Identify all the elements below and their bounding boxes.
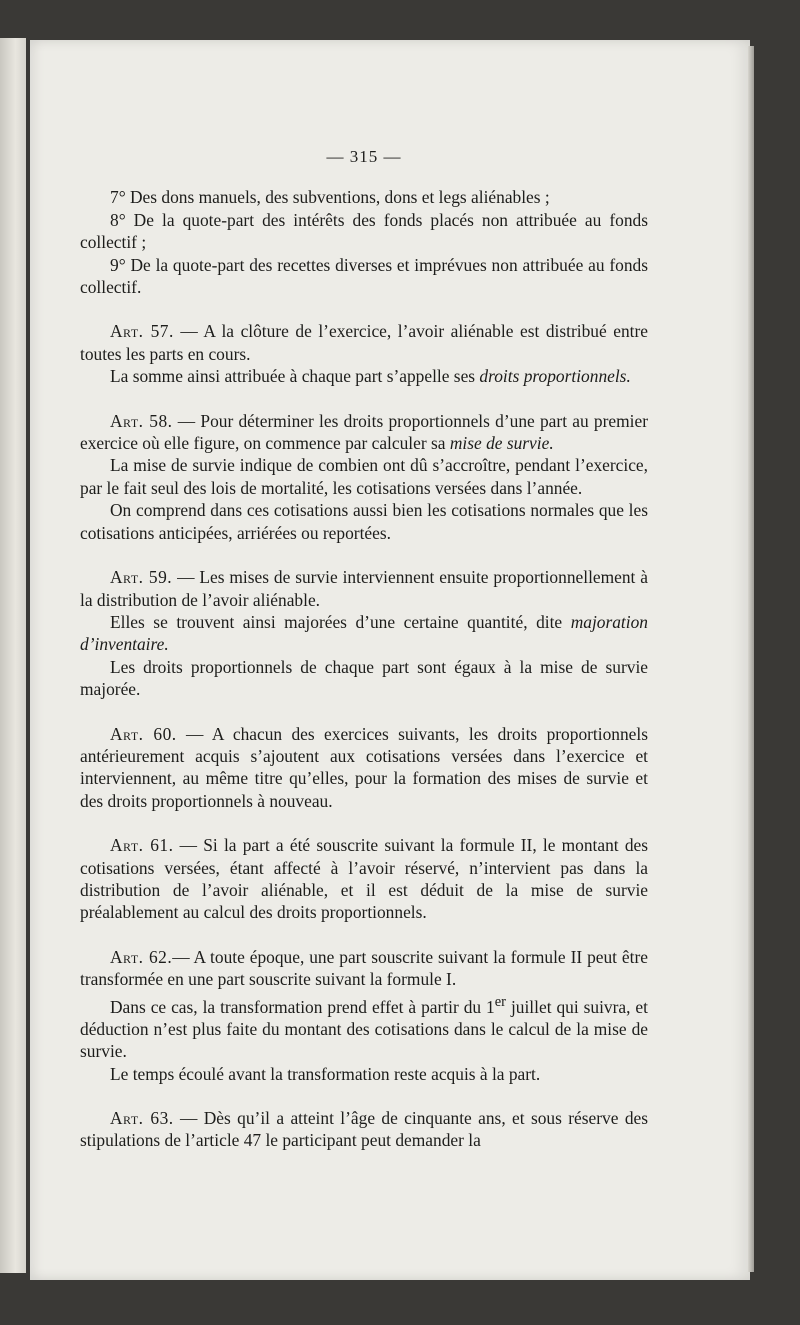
article-label: Art. 62. — [110, 946, 173, 967]
article-58: Art. 58. — Pour déterminer les droits proportionnels d’une part au premier exercice où elle figure, on commence par calculer sa mise de survie. — [80, 410, 649, 454]
paragraph-droits-egaux: Les droits proportionnels de chaque part sont égaux à la mise de survie majorée. — [80, 656, 648, 700]
adjacent-page-edge — [0, 38, 26, 1273]
article-label: Art. 59. — [110, 567, 173, 588]
article-label: Art. 61. — [110, 835, 174, 856]
paragraph-mise-de-survie: La mise de survie indique de combien ont dû s’accroître, pendant l’exercice, par le fait seul des lois de mortalité, les cotisations versées dans l’année. — [80, 455, 648, 498]
paragraph-cotisations: On comprend dans ces cotisations aussi bien les cotisations normales que les cotisations anticipées, arriérées ou reportées. — [80, 500, 648, 543]
article-61: Art. 61. — Si la part a été souscrite suivant la formule II, le montant des cotisations versées, étant affecté à l’avoir réservé, n’intervient pas dans la distribution de l’avoir aliénable, et il est déduit de la mise de survie préalablement au calcul des droits proportionnels. — [80, 835, 649, 923]
paragraph-majoration: Elles se trouvent ainsi majorées d’une certaine quantité, dite majoration d’inventaire. — [80, 611, 648, 655]
paragraph-droits-proportionnels: La somme ainsi attribuée à chaque part s’appelle ses droits proportionnels. — [110, 366, 631, 387]
paragraph-item-9: 9° De la quote-part des recettes diverses et imprévues non attribuée au fonds collectif. — [80, 254, 648, 298]
paragraph-transformation: Dans ce cas, la transformation prend effet à partir du 1er juillet qui suivra, et déduction n’est plus faite du montant des cotisations dans le calcul de la mise de survie. — [80, 993, 648, 1062]
article-63: Art. 63. — Dès qu’il a atteint l’âge de cinquante ans, et sous réserve des stipulations de l’article 47 le participant peut demander la — [80, 1108, 648, 1151]
article-label: Art. 58. — [110, 410, 173, 431]
article-60: Art. 60. — A chacun des exercices suivants, les droits proportionnels antérieurement acquis s’ajoutent aux cotisations versées dans l’exercice et interviennent, au même titre qu’elles, pour la formation des mises de survie et des droits proportionnels à nouveau. — [80, 723, 648, 811]
paragraph-item-8: 8° De la quote-part des intérêts des fonds placés non attribuée au fonds collectif ; — [80, 209, 648, 253]
page-fore-edge — [748, 46, 754, 1272]
article-59: Art. 59. — Les mises de survie interviennent ensuite proportionnellement à la distribution de l’avoir aliénable. — [80, 567, 649, 610]
article-label: Art. 60. — [110, 723, 177, 744]
article-label: Art. 63. — [110, 1108, 174, 1129]
page-content — [80, 146, 648, 1152]
article-62: Art. 62.— A toute époque, une part souscrite suivant la formule II peut être transformée en une part souscrite suivant la formule I. — [80, 946, 648, 990]
paragraph-temps-ecoule: Le temps écoulé avant la transformation reste acquis à la part. — [110, 1063, 541, 1084]
article-57: Art. 57. — A la clôture de l’exercice, l’avoir aliénable est distribué entre toutes les parts en cours. — [80, 321, 648, 364]
paragraph-item-7: 7° Des dons manuels, des subventions, dons et legs aliénables ; — [110, 187, 550, 208]
article-label: Art. 57. — [110, 321, 174, 342]
page-number: — 315 — — [326, 147, 402, 166]
